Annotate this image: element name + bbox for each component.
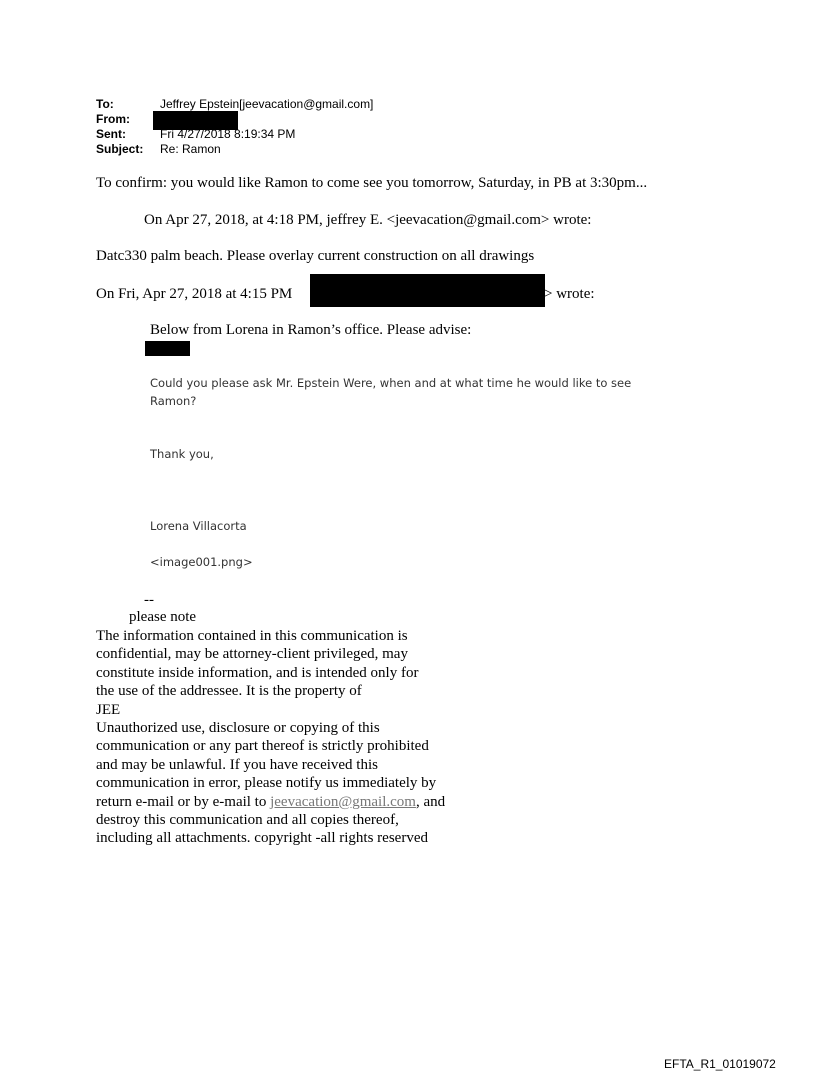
signature-name: Lorena Villacorta bbox=[150, 519, 247, 533]
inner-line-2: Ramon? bbox=[150, 394, 197, 408]
disclaimer-line: JEE bbox=[96, 701, 121, 718]
quote2-suffix: > wrote: bbox=[544, 286, 595, 302]
return-prefix: return e-mail or by e-mail to bbox=[96, 793, 271, 810]
disclaimer-line: confidential, may be attorney-client privileged, may bbox=[96, 646, 408, 663]
disclaimer-line: Unauthorized use, disclosure or copying of this bbox=[96, 720, 380, 737]
disclaimer-line: constitute inside information, and is intended only for bbox=[96, 664, 419, 681]
disclaimer-line: The information contained in this communication is bbox=[96, 628, 408, 644]
disclaimer-line: including all attachments. copyright -all rights reserved bbox=[96, 830, 428, 847]
sent-value: Fri 4/27/2018 8:19:34 PM bbox=[160, 127, 296, 141]
confidentiality-disclaimer bbox=[96, 627, 445, 848]
inline-redaction bbox=[145, 341, 190, 356]
inner-line-1: Could you please ask Mr. Epstein Were, when and at what time he would like to see bbox=[150, 376, 632, 390]
instruction-line: Datc330 palm beach. Please overlay current construction on all drawings bbox=[96, 248, 535, 264]
disclaimer-return-line bbox=[96, 793, 445, 811]
please-note: please note bbox=[129, 609, 197, 625]
to-label: To: bbox=[96, 97, 114, 111]
quote2-prefix: On Fri, Apr 27, 2018 at 4:15 PM bbox=[96, 286, 293, 302]
from-label: From: bbox=[96, 112, 130, 126]
subject-value: Re: Ramon bbox=[160, 142, 221, 156]
disclaimer-line: communication or any part thereof is strictly prohibited bbox=[96, 738, 429, 755]
forward-line: Below from Lorena in Ramon’s office. Please advise: bbox=[150, 322, 472, 338]
sender-redaction bbox=[310, 274, 545, 307]
sent-label: Sent: bbox=[96, 127, 126, 141]
attachment-name: <image001.png> bbox=[150, 555, 253, 569]
disclaimer-line: the use of the addressee. It is the property of bbox=[96, 683, 362, 700]
confirm-line: To confirm: you would like Ramon to come see you tomorrow, Saturday, in PB at 3:30pm... bbox=[96, 175, 648, 191]
return-suffix: , and bbox=[415, 793, 446, 810]
subject-label: Subject: bbox=[96, 142, 144, 156]
disclaimer-line: destroy this communication and all copies thereof, bbox=[96, 812, 399, 829]
disclaimer-line: and may be unlawful. If you have received this bbox=[96, 756, 378, 773]
email-link[interactable]: jeevacation@gmail.com bbox=[270, 793, 416, 810]
disclaimer-line: communication in error, please notify us immediately by bbox=[96, 775, 437, 792]
to-value: Jeffrey Epstein[jeevacation@gmail.com] bbox=[160, 97, 374, 111]
signature-dashes: -- bbox=[144, 592, 154, 608]
quote1-intro: On Apr 27, 2018, at 4:18 PM, jeffrey E. <jeevacation@gmail.com> wrote: bbox=[144, 212, 592, 228]
document-id: EFTA_R1_01019072 bbox=[664, 1057, 776, 1071]
thanks-line: Thank you, bbox=[150, 447, 214, 461]
